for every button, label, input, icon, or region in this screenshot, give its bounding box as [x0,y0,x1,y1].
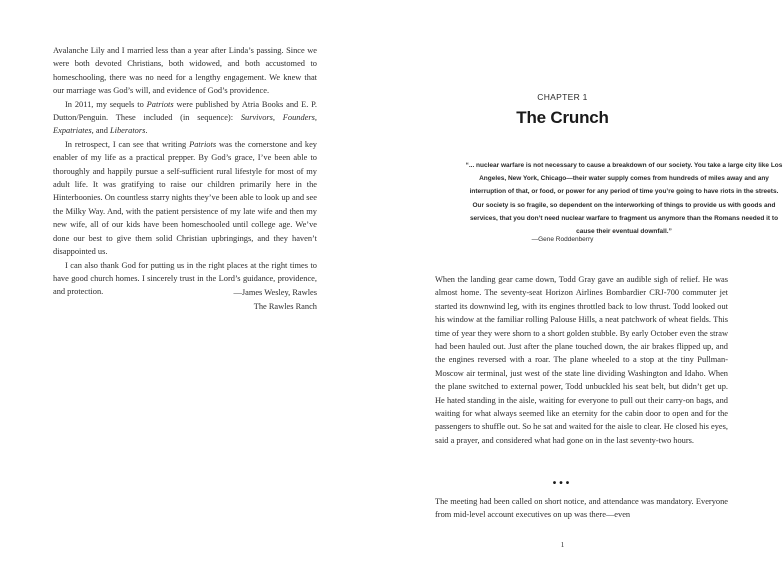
author-signature [53,286,317,313]
book-title: Survivors, Founders, Expatriates [53,113,317,136]
signature-name: —James Wesley, Rawles [233,288,317,297]
book-title: Patriots [189,139,217,149]
text-run: . [145,126,148,136]
body-paragraph: When the landing gear came down, Todd Gray gave an audible sigh of relief. He was almost home. The seventy-seat Horizon Airlines Bombardier CRJ-700 commuter jet started its downwind leg, with its engines throttled back to low thrust. Todd looked out his window at the familiar rolling Palouse Hills, a neat patchwork of wheat fields. This time of year they were shorn to a short golden stubble. By early October even the straw had been hauled out. Just after the plane touched down, the air brakes flipped up, and the engines reversed with a roar. The plane wheeled to a stop at the tiny Pullman-Moscow air terminal, just west of the state line dividing Washington and Idaho. When the plane switched to external power, Todd unbuckled his seat belt, but didn’t get up. He hated standing in the aisle, waiting for everyone to pull out their carry-on bags, and waiting for what always seemed like an eternity for the cabin door to open and for the passengers to shuffle out. So he sat and waited for the aisle to clear. He closed his eyes, said a prayer, and considered what had gone on in the last seventy-two hours. [435,275,728,445]
text-run: was the cornerstone and key enabler of my life as a practical prepper. By God’s grace, I’ve been able to thoroughly and happily pursue a self-sufficient rural lifestyle for most of my adult life. It was gratifying to raise our children primarily here in the Hinterboonies. On countless starry nights they’ve been able to look up and see the Milky Way. And, with the patient persistence of my late wife and then my new wife, all of our kids have been homeschooled until college age. We’ve done our best to give them solid Christian upbringings, and they haven’t disappointed us. [53,139,317,257]
epigraph-attribution: —Gene Roddenberry [531,236,594,243]
body-paragraph: The meeting had been called on short notice, and attendance was mandatory. Everyone from mid-level account executives on up was there—even [435,497,728,520]
book-title: Liberators [110,126,146,136]
page-number: 1 [560,540,565,549]
signature-place: The Rawles Ranch [253,301,317,311]
left-page-body [53,44,317,299]
text-run: I can also thank God for putting us in the right places at the right times to have good church homes. I sincerely trust in the Lord’s guidance, providence, and protection. [53,260,317,297]
chapter-body [435,273,728,447]
chapter-label: CHAPTER 1 [537,92,588,102]
text-run: In retrospect, I can see that writing [65,139,190,149]
text-run: In 2011, my sequels to [65,99,147,109]
left-page [0,0,375,563]
epigraph-quote: “... nuclear warfare is not necessary to cause a breakdown of our society. You take a large city like Los Angeles, New York, Chicago—their water supply comes from hundreds of miles away and any interruption of that, or food, or power for any period of time you’re going to have riots in the streets. Our society is so fragile, so dependent on the interworking of things to provide us with goods and services, that you don’t need nuclear warfare to fragment us anymore than the Romans needed it to cause their eventual downfall.” [465,162,783,236]
text-run: were published by Atria Books and E. P. Dutton/Penguin. These included (in sequence): [53,99,317,123]
body-paragraph [53,44,317,98]
right-page [375,0,783,563]
text-run: Avalanche Lily and I married less than a year after Linda’s passing. Since we were both devoted Christians, both widowed, and both accustomed to homeschooling, there was no need for a lengthy engagement. We knew that our marriage was God’s will, and evidence of God’s providence. [53,46,317,96]
body-paragraph [53,98,317,138]
book-title: Patriots [146,99,174,109]
chapter-title: The Crunch [516,108,609,127]
chapter-body-continued [435,495,728,522]
text-run: , and [91,126,110,136]
section-separator: ••• [552,478,573,489]
body-paragraph [53,138,317,259]
